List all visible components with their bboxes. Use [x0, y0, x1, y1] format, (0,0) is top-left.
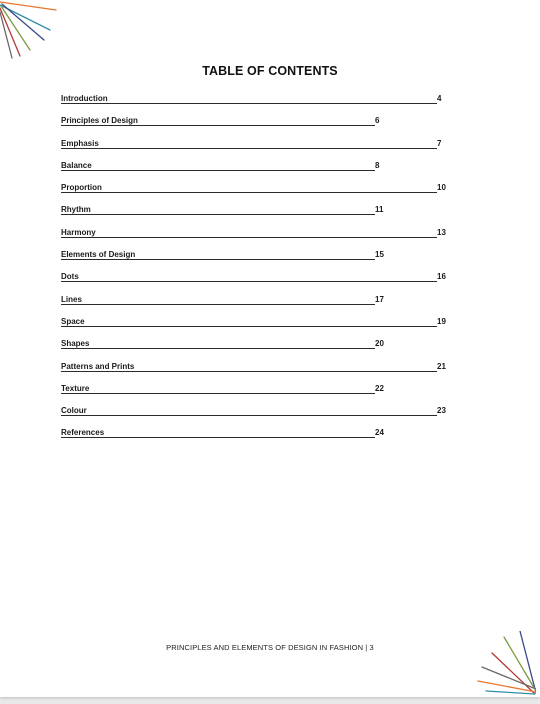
toc-list: [61, 94, 451, 451]
toc-leader-line: [61, 125, 375, 126]
toc-entry-label: Balance: [61, 160, 92, 170]
toc-entry-label: Colour: [61, 406, 87, 416]
toc-entry-page-number: 11: [375, 205, 384, 215]
toc-entry-label: Texture: [61, 383, 90, 393]
toc-entry-page-number: 19: [437, 316, 446, 326]
toc-leader-line: [61, 103, 437, 104]
toc-entry-page-number: 17: [375, 294, 384, 304]
toc-entry-page-number: 4: [437, 94, 442, 103]
toc-entry-page-number: 20: [375, 339, 384, 349]
toc-entry[interactable]: [61, 139, 451, 161]
toc-leader-line: [61, 214, 375, 215]
toc-entry-page-number: 10: [437, 183, 446, 193]
toc-entry-label: Harmony: [61, 227, 96, 237]
toc-entry-page-number: 13: [437, 227, 446, 237]
toc-entry-label: Elements of Design: [61, 250, 136, 260]
toc-entry-label: Rhythm: [61, 205, 91, 215]
toc-entry-label: Dots: [61, 272, 79, 282]
toc-leader-line: [61, 415, 437, 416]
toc-entry-page-number: 7: [437, 138, 442, 148]
toc-entry[interactable]: [61, 205, 451, 227]
toc-entry[interactable]: [61, 317, 451, 339]
toc-leader-line: [61, 393, 375, 394]
toc-entry-label: Patterns and Prints: [61, 361, 135, 371]
toc-entry[interactable]: [61, 161, 451, 183]
page-footer: PRINCIPLES AND ELEMENTS OF DESIGN IN FASHION | 3: [166, 643, 374, 652]
toc-entry-label: Principles of Design: [61, 116, 138, 126]
toc-entry[interactable]: [61, 406, 451, 428]
toc-leader-line: [61, 259, 375, 260]
toc-leader-line: [61, 192, 437, 193]
toc-leader-line: [61, 281, 437, 282]
toc-entry[interactable]: [61, 183, 451, 205]
toc-entry[interactable]: [61, 116, 451, 138]
toc-leader-line: [61, 237, 437, 238]
page-title: TABLE OF CONTENTS: [202, 64, 338, 78]
toc-entry-label: Shapes: [61, 339, 90, 349]
toc-entry-label: References: [61, 428, 105, 438]
toc-leader-line: [61, 437, 375, 438]
decorative-line: [2, 4, 44, 40]
toc-leader-line: [61, 148, 437, 149]
toc-entry[interactable]: [61, 428, 451, 450]
toc-entry[interactable]: [61, 228, 451, 250]
toc-entry[interactable]: [61, 362, 451, 384]
toc-entry[interactable]: [61, 384, 451, 406]
toc-entry[interactable]: [61, 339, 451, 361]
radiating-lines-icon: [0, 0, 62, 62]
toc-entry-label: Space: [61, 316, 85, 326]
toc-entry-page-number: 21: [437, 361, 446, 371]
toc-entry-page-number: 8: [375, 160, 380, 170]
toc-entry-page-number: 6: [375, 116, 380, 126]
toc-entry-page-number: 22: [375, 383, 384, 393]
toc-entry[interactable]: [61, 272, 451, 294]
toc-entry-page-number: 24: [375, 428, 384, 438]
toc-leader-line: [61, 170, 375, 171]
toc-leader-line: [61, 304, 375, 305]
toc-entry-page-number: 15: [375, 250, 384, 260]
toc-entry[interactable]: [61, 250, 451, 272]
toc-entry[interactable]: [61, 295, 451, 317]
toc-entry-page-number: 16: [437, 272, 446, 282]
decorative-line: [486, 691, 535, 694]
toc-entry[interactable]: [61, 94, 451, 116]
toc-entry-label: Introduction: [61, 94, 108, 103]
toc-entry-page-number: 23: [437, 406, 446, 416]
toc-leader-line: [61, 371, 437, 372]
toc-entry-label: Proportion: [61, 183, 102, 193]
toc-entry-label: Emphasis: [61, 138, 99, 148]
toc-entry-label: Lines: [61, 294, 82, 304]
toc-leader-line: [61, 348, 375, 349]
toc-leader-line: [61, 326, 437, 327]
radiating-lines-icon: [474, 631, 536, 695]
